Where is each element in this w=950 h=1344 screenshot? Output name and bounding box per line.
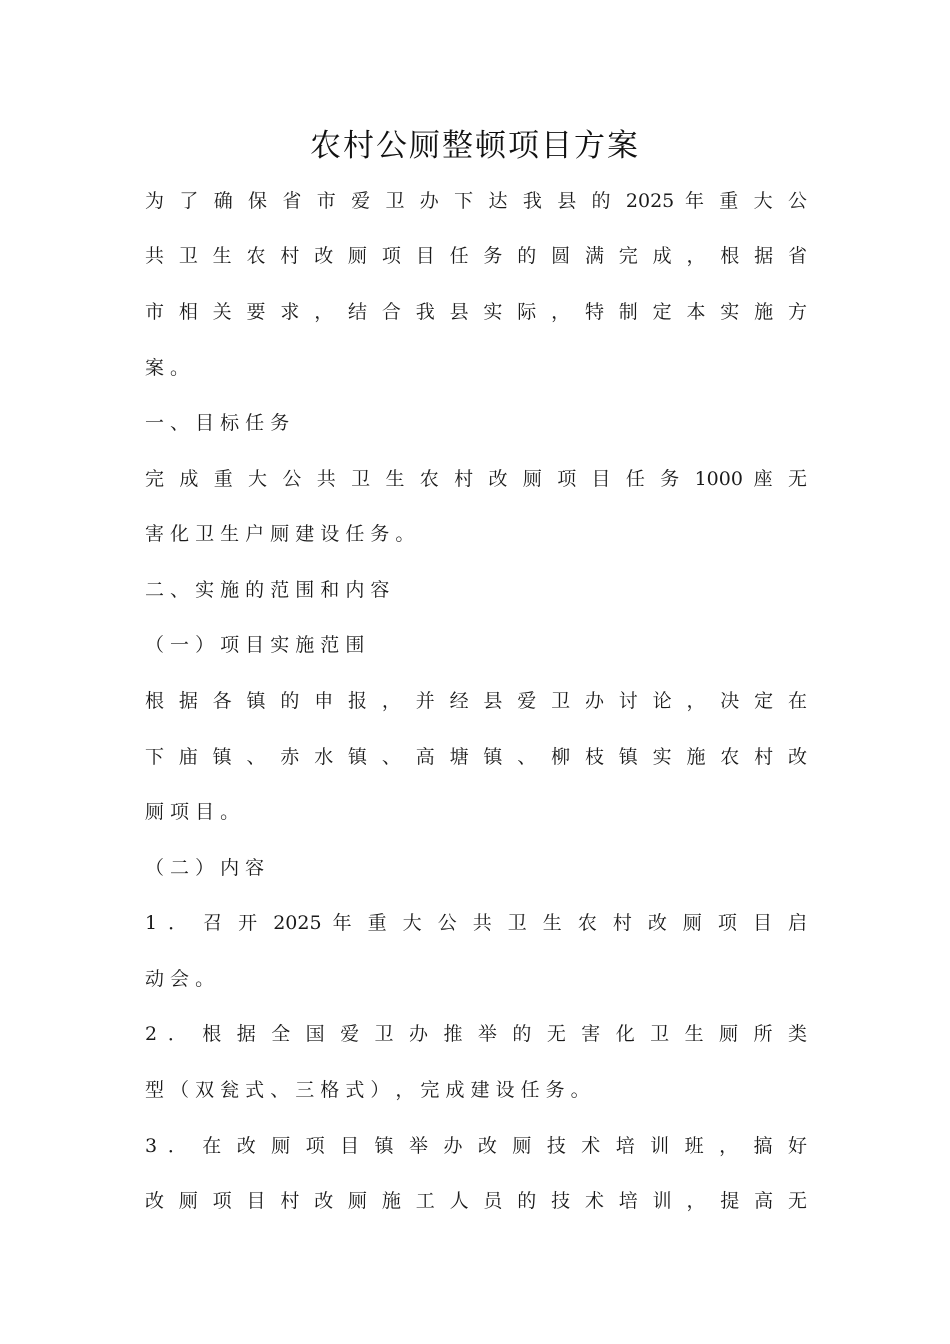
subsection-heading: （ 一 ） 项 目 实 施 范 围: [145, 634, 365, 656]
paragraph-line: 共 卫 生 农 村 改 厕 项 目 任 务 的 圆 满 完 成 ， 根 据 省: [145, 245, 807, 267]
subsection-heading: （ 二 ） 内 容: [145, 857, 265, 879]
paragraph-line: 案 。: [145, 357, 190, 379]
paragraph-line: 厕 项 目 。: [145, 801, 240, 823]
paragraph-line: 市 相 关 要 求 ， 结 合 我 县 实 际 ， 特 制 定 本 实 施 方: [145, 301, 807, 323]
list-item-line: 动 会 。: [145, 968, 215, 990]
paragraph-line: 下 庙 镇 、 赤 水 镇 、 高 塘 镇 、 柳 枝 镇 实 施 农 村 改: [145, 746, 807, 768]
list-item-line: 型 （ 双 瓮 式 、 三 格 式 ） ， 完 成 建 设 任 务 。: [145, 1079, 590, 1101]
section-heading: 一 、 目 标 任 务: [145, 412, 290, 434]
paragraph-line: 为 了 确 保 省 市 爱 卫 办 下 达 我 县 的 2025 年 重 大 公: [145, 190, 807, 212]
document-title: 农村公厕整顿项目方案: [310, 128, 640, 164]
list-item-line: 2 ． 根 据 全 国 爱 卫 办 推 举 的 无 害 化 卫 生 厕 所 类: [145, 1023, 807, 1045]
paragraph-line: 害 化 卫 生 户 厕 建 设 任 务 。: [145, 523, 415, 545]
list-item-line: 改 厕 项 目 村 改 厕 施 工 人 员 的 技 术 培 训 ， 提 高 无: [145, 1190, 807, 1212]
section-heading: 二 、 实 施 的 范 围 和 内 容: [145, 579, 390, 601]
list-item-line: 1 ． 召 开 2025 年 重 大 公 共 卫 生 农 村 改 厕 项 目 启: [145, 912, 807, 934]
paragraph-line: 根 据 各 镇 的 申 报 ， 并 经 县 爱 卫 办 讨 论 ， 决 定 在: [145, 690, 807, 712]
list-item-line: 3 ． 在 改 厕 项 目 镇 举 办 改 厕 技 术 培 训 班 ， 搞 好: [145, 1135, 807, 1157]
paragraph-line: 完 成 重 大 公 共 卫 生 农 村 改 厕 项 目 任 务 1000 座 无: [145, 468, 807, 490]
